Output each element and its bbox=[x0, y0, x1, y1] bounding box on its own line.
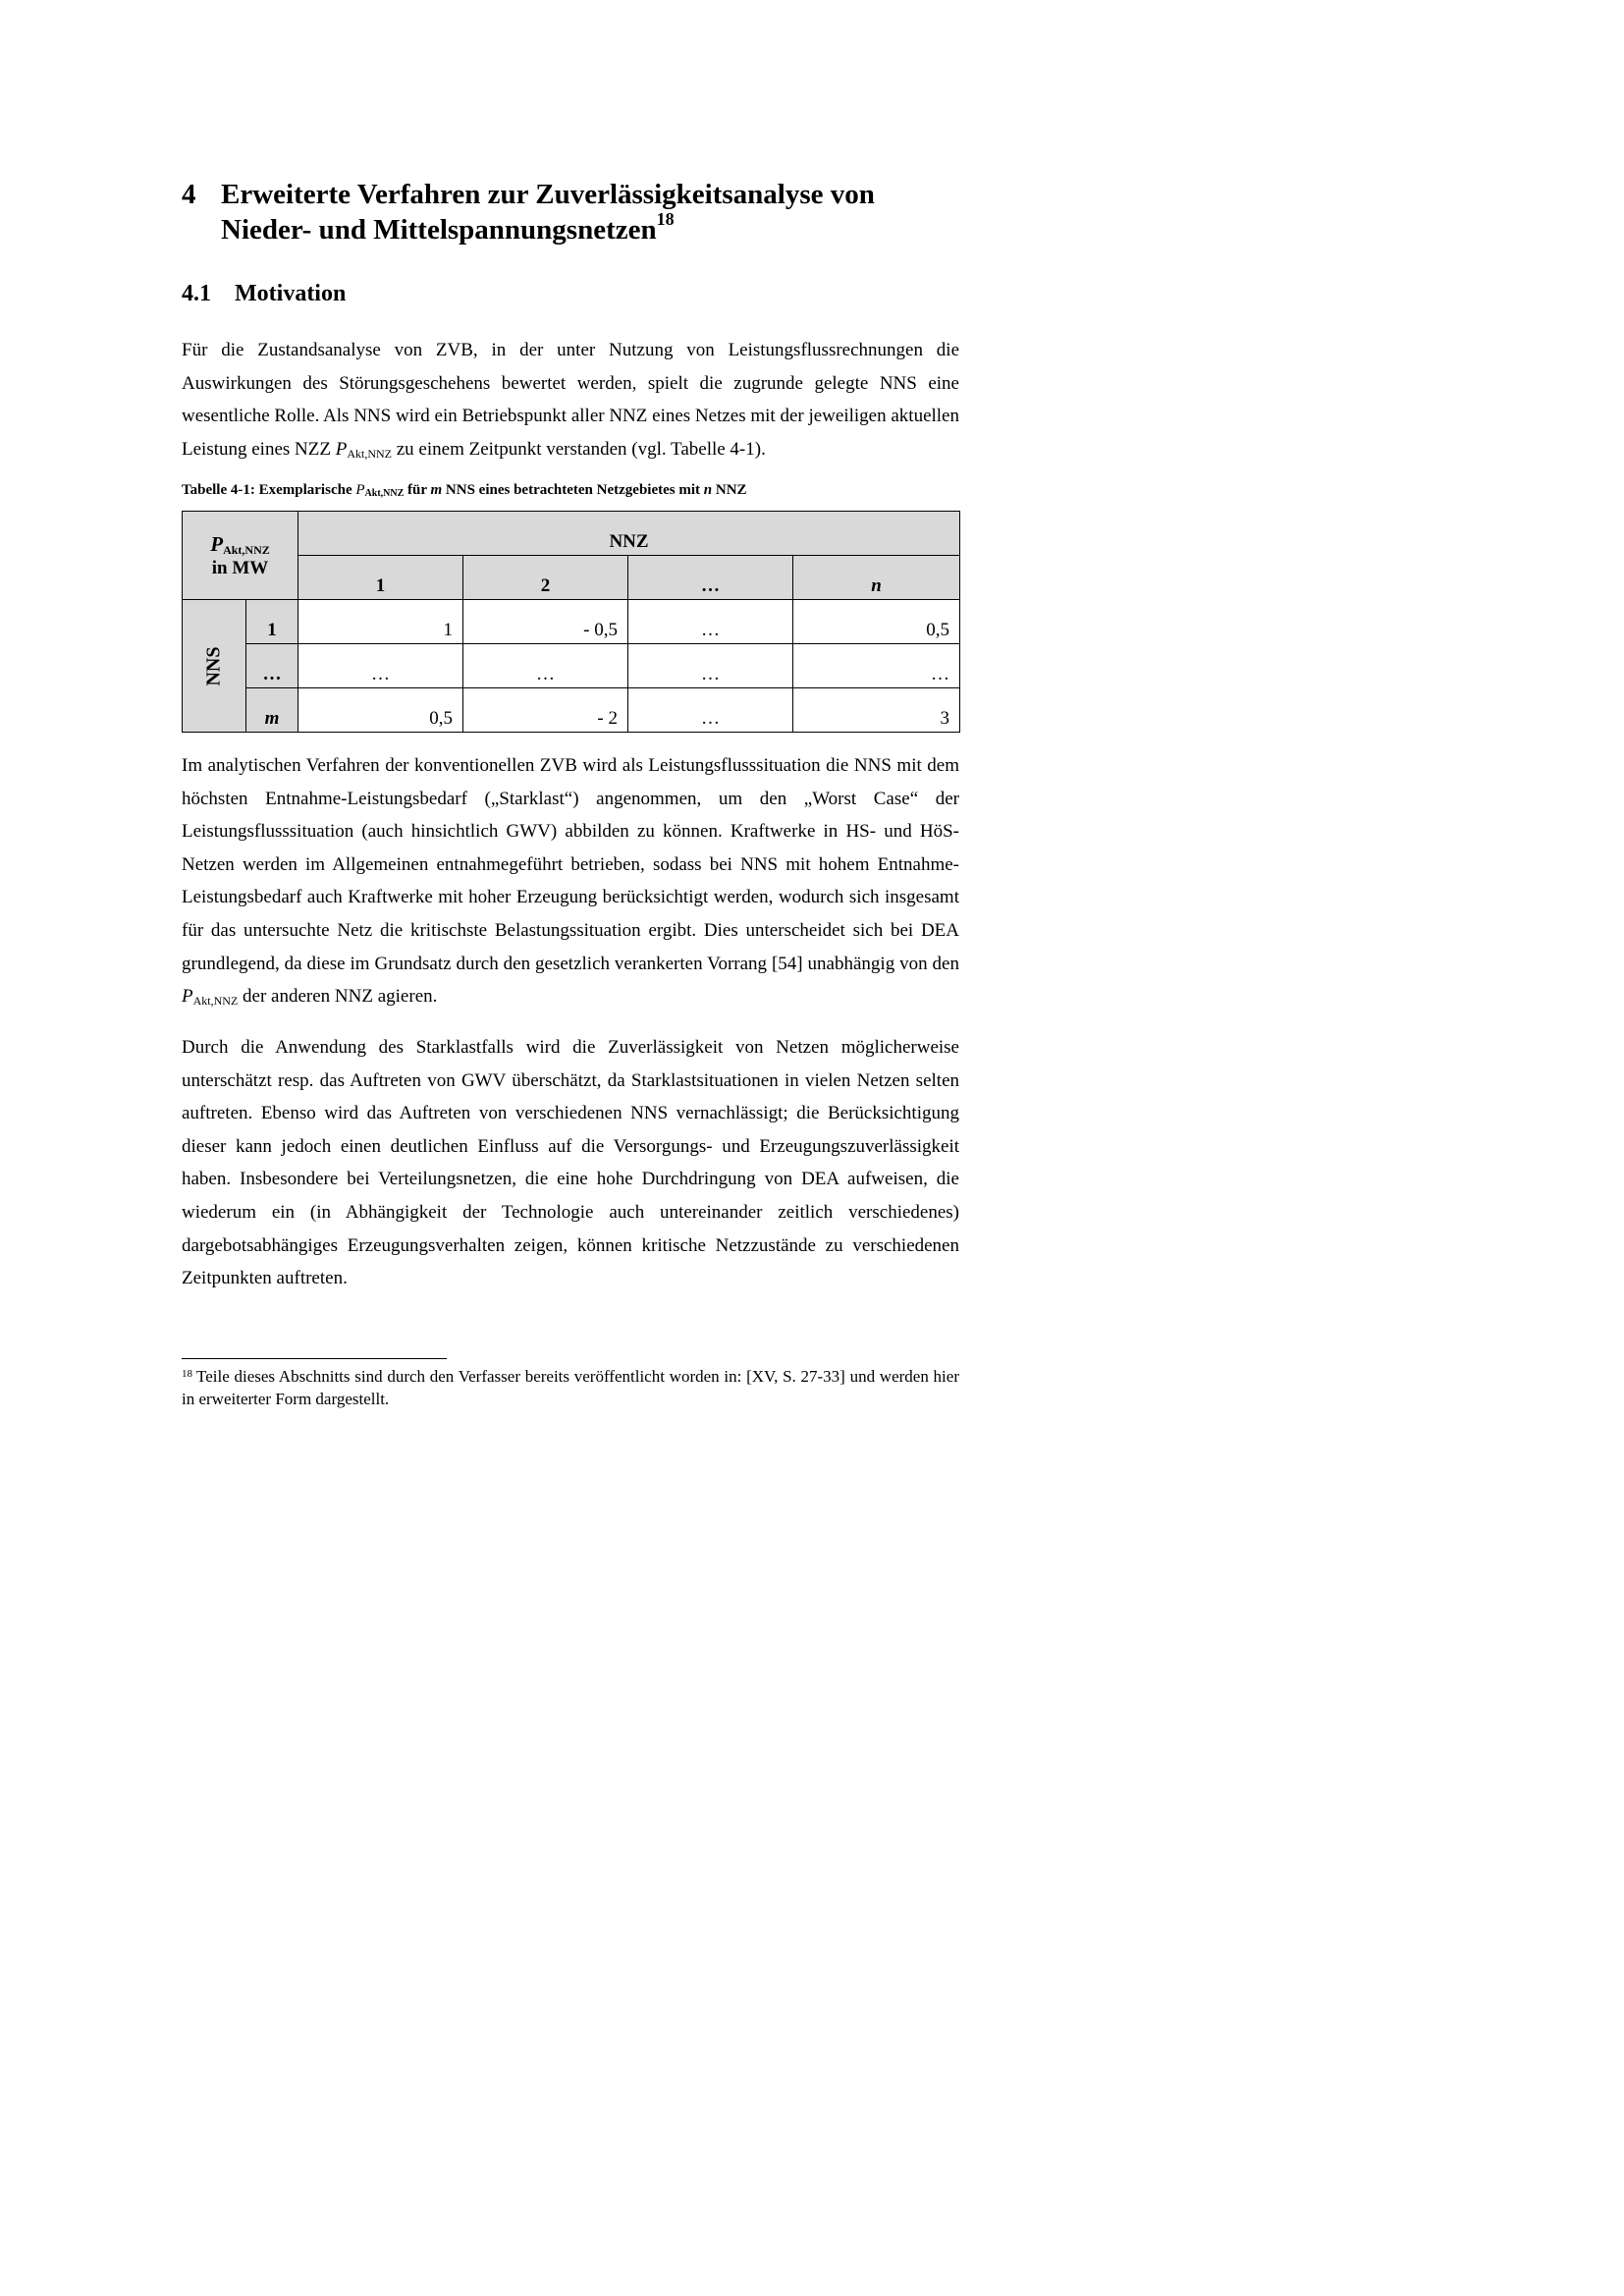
row-header: m bbox=[246, 688, 298, 733]
row-header: … bbox=[246, 644, 298, 688]
table-caption bbox=[182, 478, 959, 506]
section-number: 4.1 bbox=[182, 281, 211, 306]
table-header-row-1 bbox=[183, 512, 960, 556]
paragraph-1 bbox=[182, 334, 959, 470]
caption-mid2: NNS eines betrachteten Netzgebietes mit bbox=[442, 482, 704, 498]
caption-mid1: für bbox=[404, 482, 431, 498]
row-header: 1 bbox=[246, 600, 298, 644]
footnote-divider bbox=[182, 1358, 447, 1359]
table-cell: 3 bbox=[793, 688, 960, 733]
chapter-title-line1: Erweiterte Verfahren zur Zuverlässigkeitsanalyse von bbox=[221, 179, 875, 210]
paragraph-3: Durch die Anwendung des Starklastfalls wird die Zuverlässigkeit von Netzen möglicherweise unterschätzt resp. das Auftreten von GWV überschätzt, da Starklastsituationen in vielen Netzen selten auftreten. Ebenso wird das Auftreten von verschiedenen NNS vernachlässigt; die Berücksichtigung dieser kann jedoch einen deutlichen Einfluss auf die Versorgungs- und Erzeugungszuverlässigkeit haben. Insbesondere bei Verteilungsnetzen, die eine hohe Durchdringung von DEA aufweisen, die wiederum ein (in Abhängigkeit der Technologie auch untereinander zeitlich verschiedenes) dargebotsabhängiges Erzeugungsverhalten zeigen, können kritische Netzzustände zu verschiedenen Zeitpunkten auftreten. bbox=[182, 1037, 959, 1289]
symbol-subscript: Akt,NNZ bbox=[347, 446, 392, 461]
table-cell: … bbox=[628, 688, 793, 733]
footnote-number: 18 bbox=[182, 1368, 192, 1380]
data-table bbox=[182, 511, 960, 733]
table-cell: 1 bbox=[298, 600, 463, 644]
table-row bbox=[183, 688, 960, 733]
chapter-heading bbox=[182, 177, 959, 247]
corner-unit: in MW bbox=[211, 557, 269, 578]
table-cell: … bbox=[463, 644, 628, 688]
column-header: 2 bbox=[463, 556, 628, 600]
symbol-p: P bbox=[335, 438, 348, 460]
row-group-header bbox=[183, 600, 246, 733]
table-cell: 0,5 bbox=[793, 600, 960, 644]
table-row bbox=[183, 600, 960, 644]
paragraph-2-text-a: Im analytischen Verfahren der konventionellen ZVB wird als Leistungsflusssituation die NNS mit dem höchsten Entnahme-Leistungsbedarf („Starklast“) angenommen, um den „Worst Case“ der Leistungsflusssituation (auch hinsichtlich GWV) abbilden zu können. Kraftwerke in HS- und HöS-Netzen werden im Allgemeinen entnahmegeführt betrieben, sodass bei NNS mit hohem Entnahme-Leistungsbedarf auch Kraftwerke mit hoher Erzeugung berücksichtigt werden, wodurch sich insgesamt für das untersuchte Netz die kritischste Belastungssituation ergibt. Dies unterscheidet sich bei DEA grundlegend, da diese im Grundsatz durch den gesetzlich verankerten Vorrang [54] unabhängig von den bbox=[182, 755, 959, 974]
caption-m: m bbox=[430, 482, 443, 498]
section-title: Motivation bbox=[235, 281, 347, 306]
table-cell: - 2 bbox=[463, 688, 628, 733]
symbol-subscript: Akt,NNZ bbox=[192, 994, 239, 1009]
row-group-label: NNS bbox=[202, 645, 225, 686]
table-cell: … bbox=[793, 644, 960, 688]
caption-suffix: NNZ bbox=[712, 482, 747, 498]
caption-symbol-sub: Akt,NNZ bbox=[364, 488, 405, 499]
table-cell: - 0,5 bbox=[463, 600, 628, 644]
paragraph-2-text-b: der anderen NNZ agieren. bbox=[238, 986, 438, 1008]
footnote-text: Teile dieses Abschnitts sind durch den Verfasser bereits veröffentlicht worden in: [XV, S. 27-33] und werden hier in erweiterter Form dargestellt. bbox=[182, 1367, 959, 1408]
table-cell: … bbox=[628, 600, 793, 644]
paragraph-2 bbox=[182, 749, 959, 1018]
section-heading bbox=[182, 277, 959, 310]
caption-symbol: P bbox=[355, 482, 365, 498]
table-cell: … bbox=[628, 644, 793, 688]
chapter-number: 4 bbox=[182, 179, 196, 210]
caption-n: n bbox=[703, 482, 713, 498]
corner-symbol-sub: Akt,NNZ bbox=[223, 542, 270, 557]
column-header: … bbox=[628, 556, 793, 600]
table-header-row-2 bbox=[183, 556, 960, 600]
paragraph-1-text-b: zu einem Zeitpunkt verstanden (vgl. Tabelle 4-1). bbox=[392, 438, 766, 460]
symbol-p: P bbox=[182, 986, 193, 1008]
table-row bbox=[183, 644, 960, 688]
corner-symbol: P bbox=[210, 531, 224, 556]
paragraph-1-text-a: Für die Zustandsanalyse von ZVB, in der unter Nutzung von Leistungsflussrechnungen die Auswirkungen des Störungsgeschehens bewertet werden, spielt die zugrunde gelegte NNS eine wesentliche Rolle. Als NNS wird ein Betriebspunkt aller NNZ eines Netzes mit der jeweiligen aktuellen Leistung eines NZZ bbox=[182, 340, 959, 460]
column-group-header: NNZ bbox=[298, 512, 960, 556]
chapter-title bbox=[221, 177, 959, 247]
chapter-footnote-ref[interactable]: 18 bbox=[656, 209, 675, 230]
column-header: n bbox=[793, 556, 960, 600]
table-cell: 0,5 bbox=[298, 688, 463, 733]
footnote bbox=[182, 1365, 959, 1410]
table-corner-header bbox=[183, 512, 298, 600]
column-header: 1 bbox=[298, 556, 463, 600]
caption-prefix: Tabelle 4-1: Exemplarische bbox=[182, 482, 356, 498]
table-cell: … bbox=[298, 644, 463, 688]
chapter-title-line2: Nieder- und Mittelspannungsnetzen bbox=[221, 214, 657, 246]
